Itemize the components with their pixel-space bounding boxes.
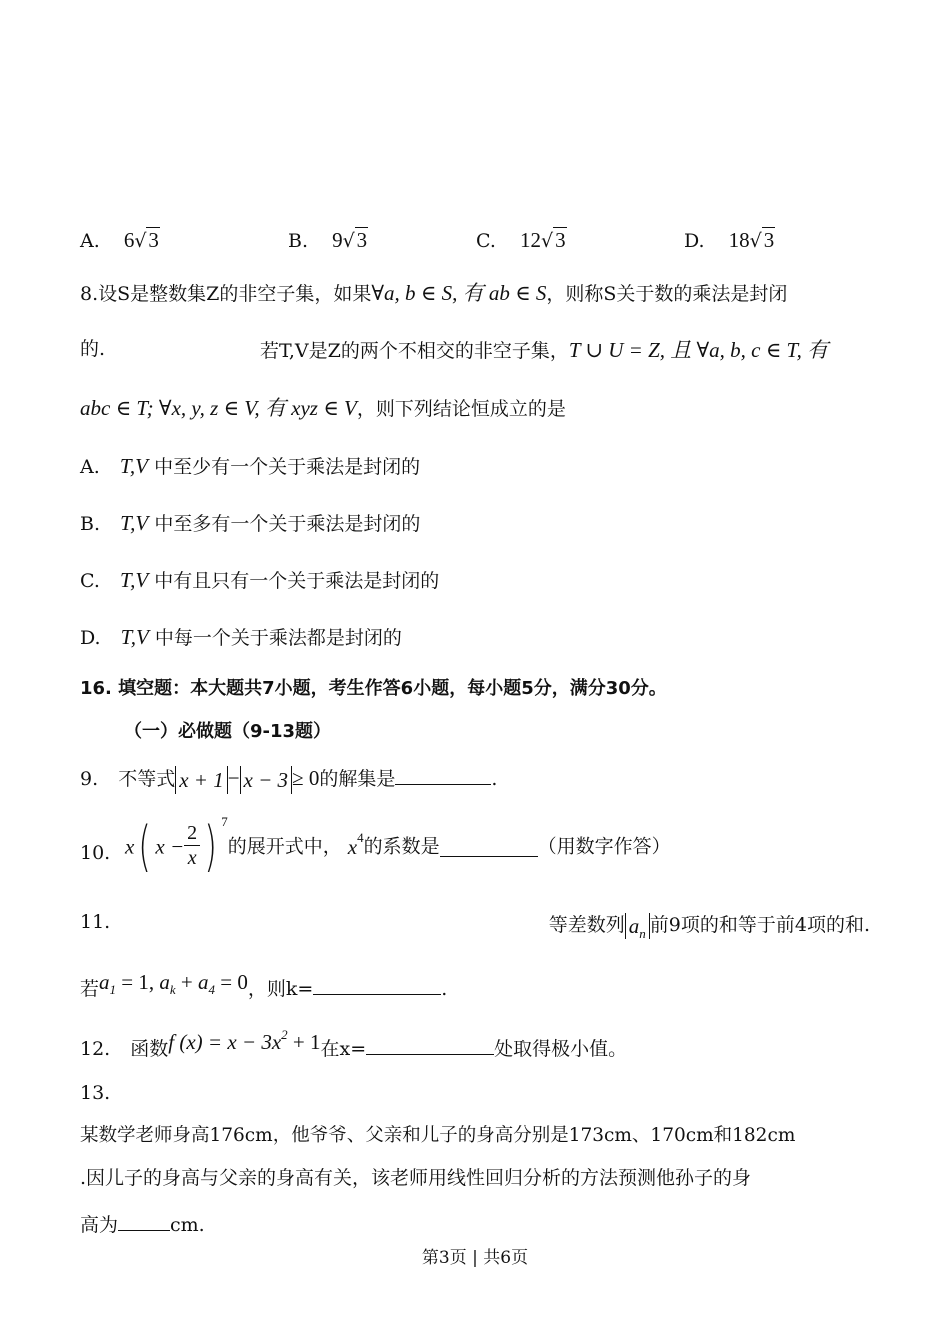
math-var: a [628,914,640,938]
subscript: 4 [208,982,215,997]
sqrt-symbol: √3 [540,228,566,252]
option-text: 中至少有一个关于乘法是封闭的 [154,456,421,478]
q9-text: 不等式 [118,768,176,790]
option-label: D. [684,230,705,252]
q8-option-d [80,627,402,648]
numerator: 2 [184,821,200,846]
q13-text: cm. [170,1214,205,1236]
math-var: x [347,834,358,859]
option-label: C. [476,230,496,252]
q8-line-2 [80,338,870,362]
math-expr: x − [155,834,185,859]
option-math: T,V [120,625,149,649]
math-var: a [99,970,110,994]
q8-line-1 [80,283,787,304]
q11-line-1-rest [549,913,870,939]
q13-number: 13. [80,1082,111,1104]
subscript: n [639,926,646,941]
option-label: B. [80,513,101,535]
abs-value: x − 3 [240,766,293,794]
answer-blank[interactable] [440,838,538,857]
right-paren: ) [204,815,218,878]
q11-text: 前9项的和等于前4项的和. [649,914,870,936]
q10-text: 的展开式中， [227,835,342,858]
denominator: x [187,846,197,869]
answer-blank[interactable] [313,976,441,995]
question-number: 12. [80,1038,111,1060]
option-coef: 9 [332,228,343,252]
sqrt-symbol: √3 [749,228,775,252]
q8-option-a [80,456,420,477]
section-subheading: （一）必做题（9-13题） [124,721,332,742]
q12-text: 在x= [320,1038,367,1060]
q8-text: 的. [80,338,106,360]
exponent: 4 [357,830,364,845]
q10 [80,814,671,890]
q7-option-a [80,227,160,253]
q8-line-2-rest [260,340,828,361]
abs-value: x + 1 [175,766,228,794]
exponent: 7 [221,814,228,829]
math-var: x [125,834,135,859]
math-expr: f (x) = x − 3x [168,1030,282,1054]
exponent: 2 [281,1027,288,1042]
answer-blank[interactable] [366,1036,494,1055]
q7-option-c [476,227,567,253]
q13-text: 高为 [80,1214,119,1236]
q11-line-2 [80,970,448,1000]
math-expr: + [175,970,198,994]
q12-function [168,1027,321,1054]
answer-blank[interactable] [118,1212,170,1231]
option-label: C. [80,570,100,592]
option-text: 中至多有一个关于乘法是封闭的 [154,513,421,535]
q10-expression [125,814,671,878]
q12-text: 函数 [130,1038,169,1060]
q8-text: ，则下列结论恒成立的是 [356,398,566,420]
q8-text: ，则称S关于数的乘法是封闭 [546,283,788,305]
math-expr: + 1 [287,1030,321,1054]
option-math: T,V [119,568,149,592]
subscript: 1 [109,982,117,997]
q8-math: abc ∈ T; ∀x, y, z ∈ V, 有 xyz ∈ V [80,396,357,420]
sequence-braces [625,913,650,939]
option-math: T,V [120,511,149,535]
q11-condition [99,970,248,997]
option-text: 中有且只有一个关于乘法是封闭的 [154,570,440,592]
q10-note: （用数字作答） [537,835,671,858]
q8-text: 8.设S是整数集Z的非空子集，如果 [80,283,372,305]
q11-text: 等差数列 [548,914,625,936]
q13-line-2: .因儿子的身高与父亲的身高有关，该老师用线性回归分析的方法预测他孙子的身 [80,1167,752,1189]
left-paren: ( [138,815,152,878]
q9-text: 的解集是 [319,768,396,790]
q8-line-3 [80,398,566,419]
q7-option-d [684,227,775,253]
q7-option-b [288,227,368,253]
radicand: 3 [148,228,159,252]
radicand: 3 [356,228,368,252]
q12 [80,1027,628,1060]
q12-text: 处取得极小值。 [494,1038,628,1060]
math-var: a [159,970,170,994]
option-coef: 12 [519,228,541,252]
option-label: D. [80,627,101,649]
sqrt-symbol: √3 [342,228,368,252]
answer-blank[interactable] [395,766,491,785]
option-text: 中每一个关于乘法都是封闭的 [154,627,402,649]
fraction [184,821,200,870]
q13-line-3 [80,1212,205,1235]
math-var: a [197,970,209,994]
option-math: T,V [119,454,149,478]
q10-text: 的系数是 [363,835,440,858]
option-label: A. [80,456,100,478]
q8-math: T ∪ U = Z, 且 ∀a, b, c ∈ T, 有 [568,338,829,362]
relation: ≥ 0 [292,766,320,790]
q9 [80,766,497,794]
question-number: 10. [80,842,111,864]
q11-line-1 [80,911,870,941]
period: . [441,978,448,1000]
radicand: 3 [763,228,775,252]
option-coef: 6 [123,228,135,252]
radicand: 3 [555,228,566,252]
option-label: A. [80,230,100,252]
q11-text: 若 [80,978,100,1000]
q8-text: 若T,V是Z的两个不相交的非空子集， [260,340,569,362]
q8-option-c [80,570,439,591]
math-expr: = 1, [116,970,160,994]
period: . [491,768,498,790]
question-number: 9. [80,768,99,790]
q8-math: ∀a, b ∈ S, 有 ab ∈ S [371,281,547,305]
minus-sign: − [227,766,240,790]
option-label: B. [288,230,309,252]
question-number: 11. [80,911,111,933]
section-heading: 16. 填空题：本大题共7小题，考生作答6小题，每小题5分，满分30分。 [80,678,667,699]
q8-option-b [80,513,420,534]
option-coef: 18 [728,228,750,252]
sqrt-symbol: √3 [134,228,159,252]
math-expr: = 0 [214,970,248,994]
q13-line-1: 某数学老师身高176cm，他爷爷、父亲和儿子的身高分别是173cm、170cm和182cm [80,1125,796,1146]
page-footer: 第3页 | 共6页 [421,1248,529,1268]
subscript: k [169,982,176,997]
q11-text: ，则k= [247,978,314,1000]
